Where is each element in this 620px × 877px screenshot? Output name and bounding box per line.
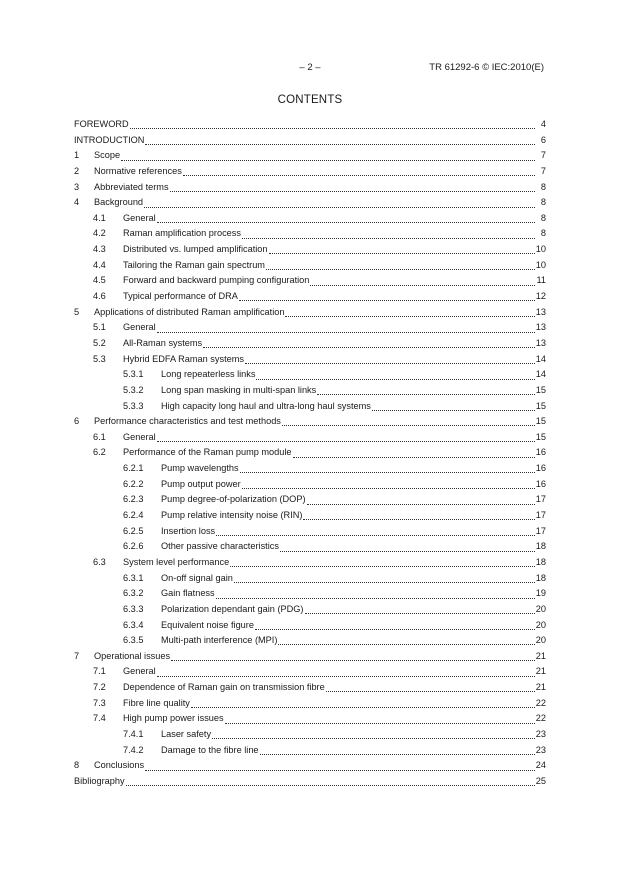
toc-entry[interactable] — [74, 571, 546, 587]
toc-dot-leader — [280, 541, 535, 552]
toc-dot-leader — [242, 478, 535, 489]
toc-dot-leader — [278, 634, 534, 645]
toc-dot-leader — [216, 588, 535, 599]
toc-dot-leader — [245, 353, 535, 364]
toc-dot-leader — [293, 447, 535, 458]
toc-entry[interactable] — [74, 430, 546, 446]
toc-entry-number: 1 — [74, 150, 80, 161]
toc-entry[interactable] — [74, 680, 546, 696]
toc-dot-leader — [121, 150, 535, 161]
toc-entry-number: 6.2.2 — [123, 478, 144, 489]
toc-entry-title: System level performance — [123, 556, 230, 567]
toc-entry[interactable] — [74, 649, 546, 665]
toc-entry-number: 4.2 — [93, 228, 106, 239]
toc-dot-leader — [130, 118, 535, 129]
toc-entry-title: Distributed vs. lumped amplification — [123, 244, 268, 255]
toc-dot-leader — [255, 619, 535, 630]
toc-entry-title: Long span masking in multi-span links — [161, 384, 317, 395]
toc-entry-page: 12 — [535, 291, 546, 302]
toc-entry[interactable] — [74, 273, 546, 289]
toc-entry-page: 17 — [535, 494, 546, 505]
toc-entry-number: 7.2 — [93, 682, 106, 693]
toc-entry-number: 5.2 — [93, 337, 106, 348]
toc-dot-leader — [144, 197, 535, 208]
toc-entry-number: 3 — [74, 181, 80, 192]
toc-dot-leader — [157, 431, 535, 442]
toc-entry-page: 13 — [535, 337, 546, 348]
toc-entry-number: 7.4 — [93, 713, 106, 724]
toc-entry-title: Hybrid EDFA Raman systems — [123, 353, 245, 364]
toc-entry-page: 21 — [535, 682, 546, 693]
page-title: CONTENTS — [277, 94, 343, 106]
toc-entry[interactable] — [74, 774, 546, 790]
toc-entry-title: Conclusions — [94, 760, 145, 771]
toc-dot-leader — [157, 212, 535, 223]
toc-entry[interactable] — [74, 633, 546, 649]
toc-entry-title: Raman amplification process — [123, 228, 241, 239]
toc-entry[interactable] — [74, 320, 546, 336]
toc-entry[interactable] — [74, 539, 546, 555]
toc-entry-title: Scope — [94, 150, 121, 161]
toc-entry-number: 5 — [74, 306, 80, 317]
toc-entry-page: 17 — [535, 525, 546, 536]
toc-entry-number: 6 — [74, 416, 80, 427]
toc-entry-title: High pump power issues — [123, 713, 224, 724]
toc-entry[interactable] — [74, 367, 546, 383]
toc-entry-number: 5.3.3 — [123, 400, 144, 411]
page-number: – 2 – — [299, 62, 321, 73]
page-header — [0, 62, 620, 76]
toc-entry-number: 6.3.4 — [123, 619, 144, 630]
toc-entry-page: 13 — [535, 322, 546, 333]
toc-dot-leader — [216, 525, 535, 536]
toc-entry[interactable] — [74, 336, 546, 352]
toc-entry-page: 15 — [535, 400, 546, 411]
toc-entry[interactable] — [74, 226, 546, 242]
toc-entry-page: 20 — [535, 635, 546, 646]
toc-entry[interactable] — [74, 602, 546, 618]
toc-dot-leader — [269, 243, 535, 254]
toc-entry-number: 6.3.2 — [123, 588, 144, 599]
toc-entry-title: Fibre line quality — [123, 697, 190, 708]
toc-dot-leader — [372, 400, 535, 411]
toc-entry-number: 5.3 — [93, 353, 106, 364]
toc-dot-leader — [266, 259, 535, 270]
toc-entry[interactable] — [74, 133, 546, 149]
toc-entry[interactable] — [74, 524, 546, 540]
toc-entry-number: 6.2.3 — [123, 494, 144, 505]
toc-dot-leader — [234, 572, 535, 583]
toc-dot-leader — [145, 134, 535, 145]
toc-entry-page: 8 — [540, 197, 546, 208]
toc-entry[interactable] — [74, 148, 546, 164]
toc-dot-leader — [282, 415, 535, 426]
toc-entry-number: 5.3.2 — [123, 384, 144, 395]
toc-entry-page: 14 — [535, 369, 546, 380]
toc-entry-title: FOREWORD — [74, 119, 129, 129]
toc-entry-page: 19 — [535, 588, 546, 599]
toc-entry[interactable] — [74, 289, 546, 305]
toc-entry-page: 23 — [535, 744, 546, 755]
toc-entry-title: High capacity long haul and ultra-long haul systems — [161, 400, 371, 411]
toc-entry-page: 15 — [535, 384, 546, 395]
toc-entry-page: 16 — [535, 463, 546, 474]
toc-entry-page: 20 — [535, 619, 546, 630]
toc-entry-title: Dependence of Raman gain on transmission fibre — [123, 682, 325, 693]
toc-entry-page: 10 — [535, 244, 546, 255]
toc-entry[interactable] — [74, 461, 546, 477]
toc-entry-number: 4.3 — [93, 244, 106, 255]
toc-entry-page: 6 — [540, 134, 546, 145]
toc-entry-number: 7.1 — [93, 666, 106, 677]
toc-entry[interactable] — [74, 164, 546, 180]
toc-dot-leader — [307, 494, 535, 505]
toc-entry[interactable] — [74, 383, 546, 399]
toc-entry-page: 7 — [540, 150, 546, 161]
toc-entry[interactable] — [74, 492, 546, 508]
toc-entry[interactable] — [74, 117, 546, 133]
document-reference: TR 61292-6 © IEC:2010(E) — [429, 62, 544, 73]
toc-entry[interactable] — [74, 664, 546, 680]
toc-dot-leader — [191, 697, 535, 708]
toc-entry-number: 4.6 — [93, 291, 106, 302]
toc-entry[interactable] — [74, 758, 546, 774]
toc-dot-leader — [157, 666, 535, 677]
toc-entry[interactable] — [74, 258, 546, 274]
toc-entry[interactable] — [74, 555, 546, 571]
toc-dot-leader — [170, 181, 535, 192]
toc-entry-page: 22 — [535, 713, 546, 724]
toc-dot-leader — [305, 603, 535, 614]
toc-entry-title: Performance of the Raman pump module — [123, 447, 292, 458]
toc-entry[interactable] — [74, 727, 546, 743]
toc-entry[interactable] — [74, 696, 546, 712]
toc-entry[interactable] — [74, 445, 546, 461]
toc-entry-number: 6.3 — [93, 556, 106, 567]
toc-entry-page: 18 — [535, 541, 546, 552]
toc-entry-page: 8 — [540, 212, 546, 223]
toc-entry[interactable] — [74, 414, 546, 430]
toc-entry[interactable] — [74, 195, 546, 211]
toc-entry-number: 6.2.4 — [123, 510, 144, 521]
toc-entry-title: On-off signal gain — [161, 572, 233, 583]
toc-entry-number: 4.1 — [93, 212, 106, 223]
toc-dot-leader — [225, 713, 535, 724]
toc-entry-page: 7 — [540, 165, 546, 176]
toc-dot-leader — [145, 760, 535, 771]
toc-entry[interactable] — [74, 586, 546, 602]
toc-entry-title: Multi-path interference (MPI) — [161, 635, 278, 646]
toc-dot-leader — [212, 728, 535, 739]
toc-dot-leader — [203, 337, 535, 348]
toc-entry-title: Insertion loss — [161, 525, 216, 536]
toc-entry[interactable] — [74, 242, 546, 258]
toc-entry[interactable] — [74, 477, 546, 493]
toc-entry-title: Gain flatness — [161, 588, 215, 599]
toc-entry-title: Operational issues — [94, 650, 171, 661]
toc-entry-number: 6.2.6 — [123, 541, 144, 552]
toc-entry-number: 5.1 — [93, 322, 106, 333]
toc-entry-number: 4.5 — [93, 275, 106, 286]
toc-entry-title: Polarization dependant gain (PDG) — [161, 603, 304, 614]
toc-entry-title: Typical performance of DRA — [123, 291, 238, 302]
toc-entry-title: Other passive characteristics — [161, 541, 279, 552]
toc-entry-number: 7 — [74, 650, 80, 661]
toc-entry-title: Pump degree-of-polarization (DOP) — [161, 494, 306, 505]
toc-entry-title: Pump output power — [161, 478, 241, 489]
toc-dot-leader — [310, 275, 535, 286]
toc-entry-title: Pump wavelengths — [161, 463, 239, 474]
toc-entry-page: 22 — [535, 697, 546, 708]
toc-entry-title: Background — [94, 197, 144, 208]
toc-entry-number: 6.2.5 — [123, 525, 144, 536]
toc-entry-page: 15 — [535, 431, 546, 442]
toc-dot-leader — [326, 681, 535, 692]
toc-entry-title: Long repeaterless links — [161, 369, 256, 380]
toc-entry-title: All-Raman systems — [123, 337, 203, 348]
toc-dot-leader — [256, 369, 534, 380]
toc-entry-title: General — [123, 666, 156, 677]
toc-entry[interactable] — [74, 618, 546, 634]
toc-dot-leader — [303, 509, 534, 520]
toc-entry-number: 6.3.3 — [123, 603, 144, 614]
toc-dot-leader — [240, 462, 535, 473]
toc-entry-title: Pump relative intensity noise (RIN) — [161, 510, 303, 521]
toc-entry-page: 20 — [535, 603, 546, 614]
toc-entry-title: Forward and backward pumping configuration — [123, 275, 310, 286]
toc-entry-number: 6.1 — [93, 431, 106, 442]
toc-entry-page: 13 — [535, 306, 546, 317]
toc-entry[interactable] — [74, 711, 546, 727]
toc-entry-number: 6.3.5 — [123, 635, 144, 646]
toc-dot-leader — [239, 290, 535, 301]
toc-dot-leader — [230, 556, 535, 567]
toc-entry-number: 7.4.1 — [123, 728, 144, 739]
toc-entry-number: 6.3.1 — [123, 572, 144, 583]
toc-entry-page: 23 — [535, 728, 546, 739]
toc-entry-title: Laser safety — [161, 728, 212, 739]
toc-entry-number: 6.2.1 — [123, 463, 144, 474]
toc-entry-title: Damage to the fibre line — [161, 744, 259, 755]
toc-entry-number: 7.4.2 — [123, 744, 144, 755]
toc-entry-title: INTRODUCTION — [74, 134, 145, 145]
toc-entry[interactable] — [74, 305, 546, 321]
toc-entry-title: General — [123, 431, 156, 442]
toc-entry-page: 24 — [535, 760, 546, 771]
toc-entry-title: General — [123, 322, 156, 333]
toc-entry-page: 21 — [535, 666, 546, 677]
toc-entry-page: 15 — [535, 416, 546, 427]
toc-entry-page: 21 — [535, 650, 546, 661]
toc-entry-page: 18 — [535, 572, 546, 583]
toc-entry-page: 4 — [540, 119, 546, 129]
toc-entry-number: 8 — [74, 760, 80, 771]
toc-entry-title: Normative references — [94, 165, 182, 176]
toc-entry-title: Abbreviated terms — [94, 181, 169, 192]
toc-entry-title: Bibliography — [74, 775, 125, 786]
toc-dot-leader — [126, 775, 535, 786]
toc-entry[interactable] — [74, 180, 546, 196]
toc-dot-leader — [317, 384, 535, 395]
toc-entry-page: 14 — [535, 353, 546, 364]
toc-entry-title: Performance characteristics and test methods — [94, 416, 281, 427]
toc-dot-leader — [285, 306, 534, 317]
toc-entry-title: Equivalent noise figure — [161, 619, 254, 630]
toc-entry[interactable] — [74, 352, 546, 368]
toc-entry-page: 8 — [540, 228, 546, 239]
toc-entry-number: 7.3 — [93, 697, 106, 708]
toc-entry-title: Applications of distributed Raman amplification — [94, 306, 285, 317]
toc-entry-page: 25 — [535, 775, 546, 786]
toc-entry-page: 10 — [535, 259, 546, 270]
toc-entry[interactable] — [74, 211, 546, 227]
toc-dot-leader — [171, 650, 535, 661]
toc-entry-title: Tailoring the Raman gain spectrum — [123, 259, 265, 270]
toc-entry-title: General — [123, 212, 156, 223]
toc-dot-leader — [183, 165, 535, 176]
toc-entry-number: 4.4 — [93, 259, 106, 270]
toc-entry[interactable] — [74, 508, 546, 524]
toc-entry[interactable] — [74, 399, 546, 415]
toc-entry-number: 4 — [74, 197, 80, 208]
toc-entry-number: 2 — [74, 165, 80, 176]
toc-dot-leader — [242, 228, 535, 239]
table-of-contents — [74, 117, 546, 790]
toc-entry[interactable] — [74, 743, 546, 759]
toc-entry-page: 16 — [535, 478, 546, 489]
toc-entry-page: 18 — [535, 556, 546, 567]
toc-dot-leader — [157, 322, 535, 333]
toc-entry-number: 6.2 — [93, 447, 106, 458]
toc-entry-number: 5.3.1 — [123, 369, 144, 380]
toc-entry-page: 11 — [536, 275, 546, 286]
toc-entry-page: 16 — [535, 447, 546, 458]
toc-entry-page: 8 — [540, 181, 546, 192]
toc-dot-leader — [260, 744, 535, 755]
toc-entry-page: 17 — [535, 510, 546, 521]
